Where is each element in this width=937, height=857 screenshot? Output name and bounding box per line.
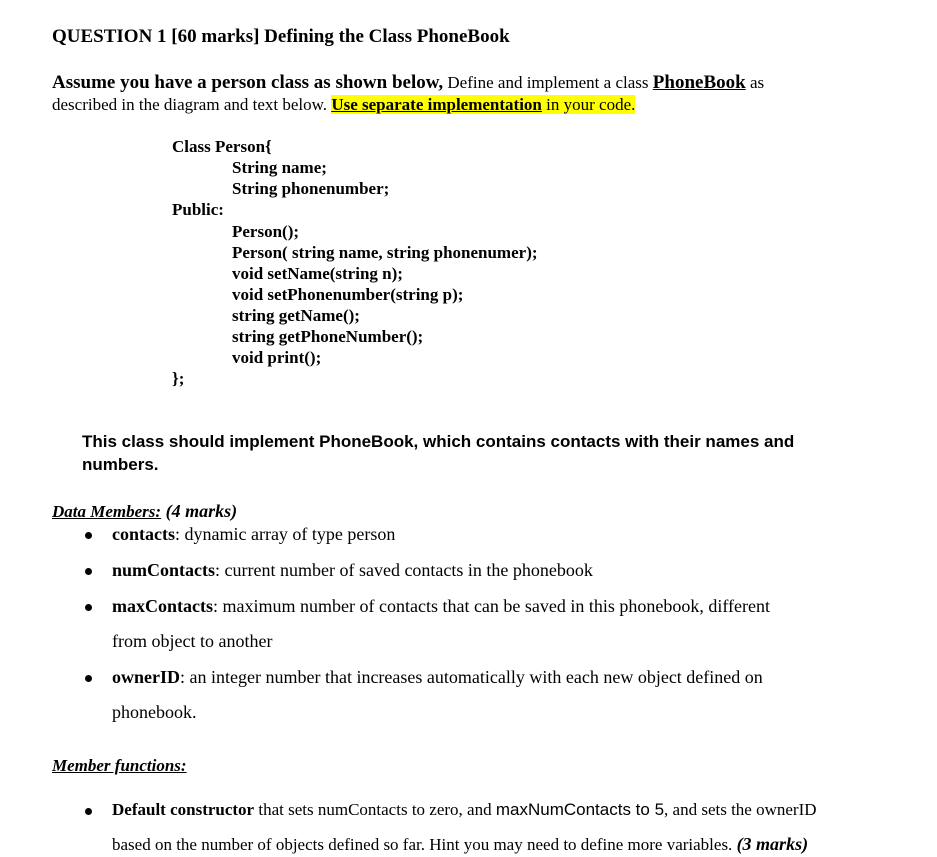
intro-lead: Assume you have a person class as shown below, — [52, 72, 444, 93]
intro-line2-text: described in the diagram and text below. — [52, 95, 332, 114]
intro-line-1 — [52, 72, 764, 94]
code-line: Person( string name, string phonenumer); — [232, 243, 538, 262]
code-line: void print(); — [232, 348, 322, 367]
member-name: contacts — [112, 524, 175, 544]
code-line: }; — [172, 369, 185, 388]
intro-line-2 — [52, 95, 635, 115]
member-text: : maximum number of contacts that can be saved in this phonebook, different — [213, 596, 771, 616]
class-description-line-1: This class should implement PhoneBook, which contains contacts with their names and — [82, 432, 795, 451]
member-text: : dynamic array of type person — [174, 524, 396, 544]
function-text: , and sets the ownerID — [664, 800, 817, 819]
member-name: maxContacts — [112, 596, 213, 616]
highlight-rest: in your code. — [541, 95, 636, 114]
data-members-heading — [52, 501, 237, 522]
highlight-instruction: Use separate implementation — [331, 95, 542, 114]
bullet-icon — [85, 808, 92, 815]
code-line: void setName(string n); — [232, 264, 403, 283]
function-text: that sets numContacts to zero, and — [254, 800, 496, 819]
function-marks: (3 marks) — [736, 834, 809, 854]
class-description-line-2: numbers. — [82, 455, 159, 474]
class-name: PhoneBook — [652, 72, 746, 93]
code-line: string getPhoneNumber(); — [232, 327, 424, 346]
code-line: Person(); — [232, 222, 300, 241]
code-line: Public: — [172, 200, 224, 219]
intro-as: as — [745, 73, 765, 92]
data-members-title: Data Members: — [52, 502, 162, 521]
list-item — [112, 524, 395, 545]
member-text: : current number of saved contacts in the phonebook — [215, 560, 593, 580]
list-item — [112, 667, 763, 688]
member-text: : an integer number that increases automatically with each new object defined on — [180, 667, 763, 687]
bullet-icon — [85, 675, 92, 682]
member-name: numContacts — [112, 560, 216, 580]
member-name: ownerID — [112, 667, 180, 687]
bullet-icon — [85, 604, 92, 611]
list-item-continuation: from object to another — [112, 631, 273, 651]
member-functions-heading: Member functions: — [52, 756, 187, 775]
question-title: QUESTION 1 [60 marks] Defining the Class PhoneBook — [52, 26, 510, 47]
list-item — [112, 800, 817, 820]
list-item-continuation: phonebook. — [112, 702, 197, 722]
bullet-icon — [85, 568, 92, 575]
code-line: String phonenumber; — [232, 179, 390, 198]
bullet-icon — [85, 532, 92, 539]
intro-text: Define and implement a class — [443, 73, 653, 92]
list-item — [112, 596, 770, 617]
code-line: void setPhonenumber(string p); — [232, 285, 464, 304]
function-text-emph: maxNumContacts to 5 — [495, 800, 665, 819]
code-line: string getName(); — [232, 306, 360, 325]
list-item — [112, 560, 593, 581]
function-text: based on the number of objects defined so far. Hint you may need to define more variables. — [112, 835, 737, 854]
function-name: Default constructor — [112, 800, 255, 819]
code-line: Class Person{ — [172, 137, 272, 156]
code-line: String name; — [232, 158, 327, 177]
data-members-marks: (4 marks) — [161, 501, 238, 521]
list-item-continuation — [112, 834, 808, 855]
